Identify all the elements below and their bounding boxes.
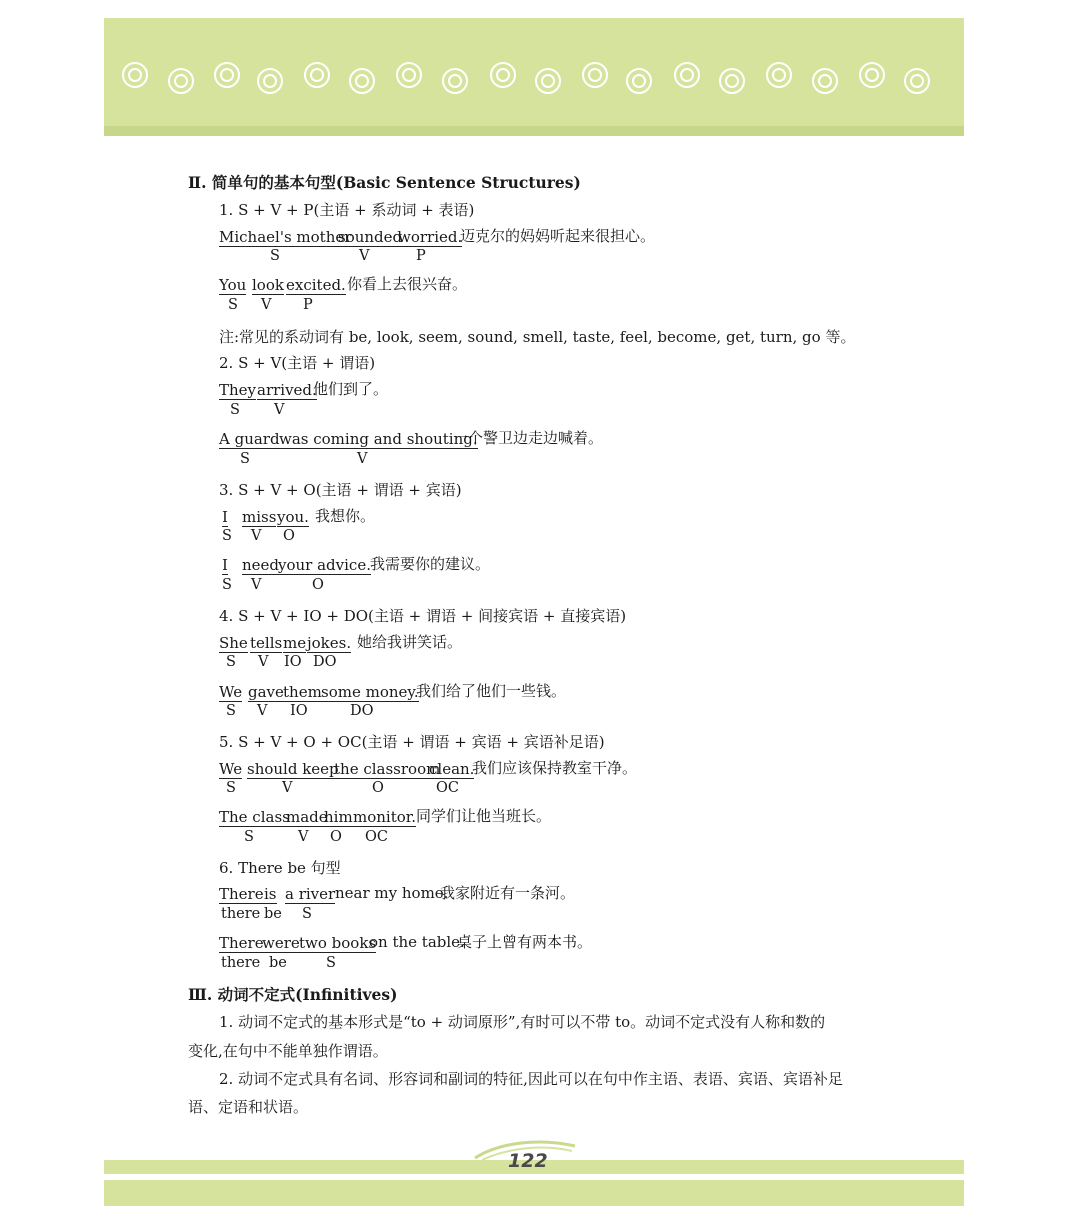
label-v: V	[298, 829, 309, 845]
page-number: 122	[508, 1150, 548, 1172]
translation: 你看上去很兴奋。	[347, 275, 468, 293]
label-s: S	[222, 577, 232, 593]
pattern-6-title: 6. There be 句型	[219, 859, 341, 877]
pattern-4-title: 4. S + V + IO + DO(主语 + 谓语 + 间接宾语 + 直接宾语)	[219, 607, 627, 625]
infinitive-para-2-line-2: 语、定语和状语。	[188, 1098, 309, 1116]
word-verb: need	[242, 556, 280, 574]
word-object: the classroom	[334, 760, 441, 778]
word-there: There	[219, 934, 264, 952]
label-oc: OC	[436, 780, 459, 796]
word-subject: She	[219, 634, 248, 652]
label-o: O	[283, 528, 295, 544]
word-verb: should keep	[247, 760, 339, 778]
label-v: V	[261, 297, 272, 313]
translation: 我想你。	[315, 507, 376, 525]
translation: 一个警卫边走边喊着。	[453, 429, 604, 447]
label-oc: OC	[365, 829, 388, 845]
word-object: him	[324, 808, 353, 826]
label-s: S	[302, 906, 312, 922]
translation: 她给我讲笑话。	[357, 633, 463, 651]
word-subject: Michael's mother	[219, 228, 352, 246]
linking-verb-note: 注:常见的系动词有 be, look, seem, sound, smell, taste, feel, become, get, turn, go 等。	[219, 328, 856, 346]
word-be: were	[262, 934, 300, 952]
word-direct-object: some money.	[321, 683, 419, 701]
pattern-1-title: 1. S + V + P(主语 + 系动词 + 表语)	[219, 201, 475, 219]
word-subject: They	[219, 381, 257, 399]
pattern-5-title: 5. S + V + O + OC(主语 + 谓语 + 宾语 + 宾语补足语)	[219, 733, 605, 751]
translation: 同学们让他当班长。	[416, 807, 552, 825]
word-verb: made	[286, 808, 328, 826]
translation: 我需要你的建议。	[370, 555, 491, 573]
section-3-heading: Ⅲ. 动词不定式(Infinitives)	[188, 985, 398, 1004]
infinitive-para-2-line-1: 2. 动词不定式具有名词、形容词和副词的特征,因此可以在句中作主语、表语、宾语、宾语补足	[219, 1070, 843, 1088]
label-p: P	[303, 297, 313, 313]
label-o: O	[330, 829, 342, 845]
word-subject: I	[222, 508, 228, 526]
label-p: P	[416, 248, 426, 264]
word-indirect-object: them	[283, 683, 322, 701]
section-2-heading: Ⅱ. 简单句的基本句型(Basic Sentence Structures)	[188, 173, 581, 192]
label-s: S	[230, 402, 240, 418]
word-object: your advice.	[278, 556, 371, 574]
sentence-rest: on the table.	[369, 933, 465, 951]
pattern-2-title: 2. S + V(主语 + 谓语)	[219, 354, 376, 372]
word-be: is	[264, 885, 277, 903]
word-direct-object: jokes.	[307, 634, 352, 652]
label-o: O	[372, 780, 384, 796]
label-v: V	[251, 577, 262, 593]
translation: 我们应该保持教室干净。	[472, 759, 638, 777]
label-v: V	[274, 402, 285, 418]
translation: 迈克尔的妈妈听起来很担心。	[460, 227, 656, 245]
label-v: V	[251, 528, 262, 544]
label-v: V	[257, 703, 268, 719]
label-v: V	[282, 780, 293, 796]
label-there: there	[221, 906, 261, 922]
label-do: DO	[313, 654, 337, 670]
label-s: S	[226, 780, 236, 796]
infinitive-para-1-line-2: 变化,在句中不能单独作谓语。	[188, 1042, 388, 1060]
label-s: S	[244, 829, 254, 845]
word-subject: We	[219, 683, 243, 701]
word-subject: I	[222, 556, 228, 574]
word-verb: tells	[250, 634, 283, 652]
sentence-rest: near my home.	[335, 884, 449, 902]
label-be: be	[264, 906, 282, 922]
word-predicative: worried.	[398, 228, 463, 246]
word-verb: gave	[248, 683, 284, 701]
footer-band-lower	[104, 1180, 964, 1206]
label-s: S	[270, 248, 280, 264]
label-v: V	[258, 654, 269, 670]
word-predicative: excited.	[286, 276, 346, 294]
word-subject: two books	[299, 934, 377, 952]
word-indirect-object: me	[283, 634, 307, 652]
label-v: V	[359, 248, 370, 264]
pattern-3-title: 3. S + V + O(主语 + 谓语 + 宾语)	[219, 481, 462, 499]
label-o: O	[312, 577, 324, 593]
label-be: be	[269, 955, 287, 971]
word-verb: sounded	[338, 228, 403, 246]
label-there: there	[221, 955, 261, 971]
label-io: IO	[290, 703, 308, 719]
translation: 我们给了他们一些钱。	[416, 682, 567, 700]
word-verb: look	[252, 276, 284, 294]
label-s: S	[226, 654, 236, 670]
word-verb: arrived.	[257, 381, 317, 399]
word-verb: was coming and shouting.	[279, 430, 478, 448]
label-s: S	[222, 528, 232, 544]
word-object-complement: clean.	[429, 760, 475, 778]
word-subject: We	[219, 760, 243, 778]
translation: 他们到了。	[313, 380, 389, 398]
label-io: IO	[284, 654, 302, 670]
word-there: There	[219, 885, 264, 903]
word-subject: You	[219, 276, 247, 294]
label-do: DO	[350, 703, 374, 719]
word-verb: miss	[242, 508, 277, 526]
word-object-complement: monitor.	[353, 808, 417, 826]
infinitive-para-1-line-1: 1. 动词不定式的基本形式是“to + 动词原形”,有时可以不带 to。动词不定式没有人称和数的	[219, 1013, 826, 1031]
label-s: S	[240, 451, 250, 467]
word-object: you.	[277, 508, 309, 526]
label-v: V	[357, 451, 368, 467]
label-s: S	[326, 955, 336, 971]
translation: 我家附近有一条河。	[440, 884, 576, 902]
word-subject: A guard	[219, 430, 280, 448]
label-s: S	[228, 297, 238, 313]
word-subject: The class	[219, 808, 290, 826]
translation: 桌子上曾有两本书。	[457, 933, 593, 951]
label-s: S	[226, 703, 236, 719]
word-subject: a river	[285, 885, 336, 903]
